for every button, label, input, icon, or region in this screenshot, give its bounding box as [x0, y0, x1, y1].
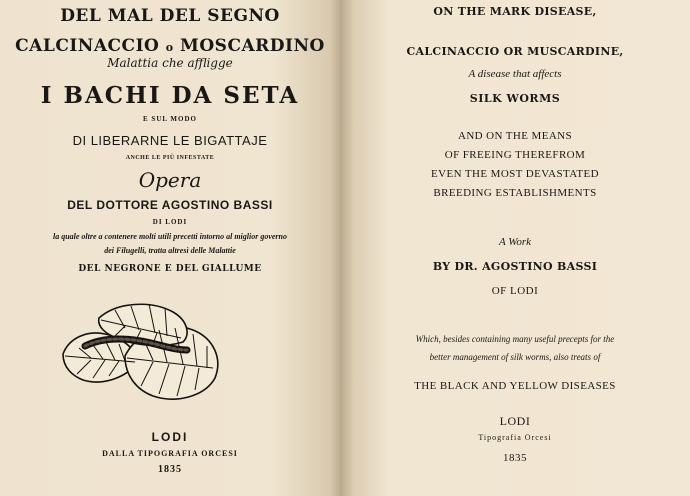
left-title-calcinaccio: CALCINACCIO: [15, 36, 160, 56]
right-means-line1: AND ON THE MEANS: [457, 130, 573, 142]
right-silk-worms: SILK WORMS: [469, 92, 561, 105]
left-opera: Opera: [138, 168, 202, 192]
left-printer: DALLA TIPOGRAFIA ORCESI: [102, 449, 238, 458]
left-description-line1: la quale oltre a contenere molti utili precetti intorno al miglior governo: [52, 232, 287, 241]
left-e-sul-modo: E SUL MODO: [143, 115, 197, 123]
right-black-yellow-diseases: THE BLACK AND YELLOW DISEASES: [414, 380, 616, 392]
right-subtitle-affects: A disease that affects: [468, 68, 562, 80]
left-description-line2: dei Filugelli, tratta altresì delle Malattie: [104, 246, 236, 255]
right-title-line2: CALCINACCIO OR MUSCARDINE,: [406, 45, 624, 58]
left-title-bachi-da-seta: I BACHI DA SETA: [40, 82, 300, 109]
left-year: 1835: [158, 464, 182, 475]
left-title-line1: DEL MAL DEL SEGNO: [60, 6, 280, 26]
right-printer: Tipografia Orcesi: [478, 433, 552, 442]
right-place: LODI: [499, 414, 531, 428]
left-title-line2: [0, 36, 340, 56]
left-title-moscardino: MOSCARDINO: [180, 36, 325, 56]
right-description-line2: better management of silk worms, also treats of: [429, 352, 601, 362]
right-page-english-translation: [340, 0, 690, 496]
right-means-line3: EVEN THE MOST DEVASTATED: [431, 168, 599, 180]
right-year: 1835: [503, 452, 527, 464]
right-of-lodi: OF LODI: [491, 285, 539, 297]
left-page-italian-title: [0, 0, 340, 496]
right-a-work: A Work: [498, 236, 532, 248]
right-description-line1: Which, besides containing many useful precepts for the: [415, 334, 615, 344]
left-di-lodi: DI LODI: [152, 218, 188, 226]
mulberry-leaf-silkworm-icon: [55, 296, 225, 404]
left-place: LODI: [151, 430, 189, 444]
right-title-line1: ON THE MARK DISEASE,: [433, 5, 597, 18]
left-liberarne: DI LIBERARNE LE BIGATTAJE: [72, 133, 268, 148]
right-means-line2: OF FREEING THEREFROM: [444, 149, 586, 161]
right-author: BY DR. AGOSTINO BASSI: [432, 260, 598, 273]
left-anche-infestate: ANCHE LE PIÙ INFESTATE: [125, 155, 215, 161]
right-means-line4: BREEDING ESTABLISHMENTS: [433, 187, 597, 199]
left-author: DEL DOTTORE AGOSTINO BASSI: [67, 198, 273, 212]
left-title-conjunction: o: [165, 41, 174, 54]
left-negrone-giallume: DEL NEGRONE E DEL GIALLUME: [78, 264, 262, 274]
left-subtitle-malattia: Malattia che affligge: [107, 56, 233, 70]
